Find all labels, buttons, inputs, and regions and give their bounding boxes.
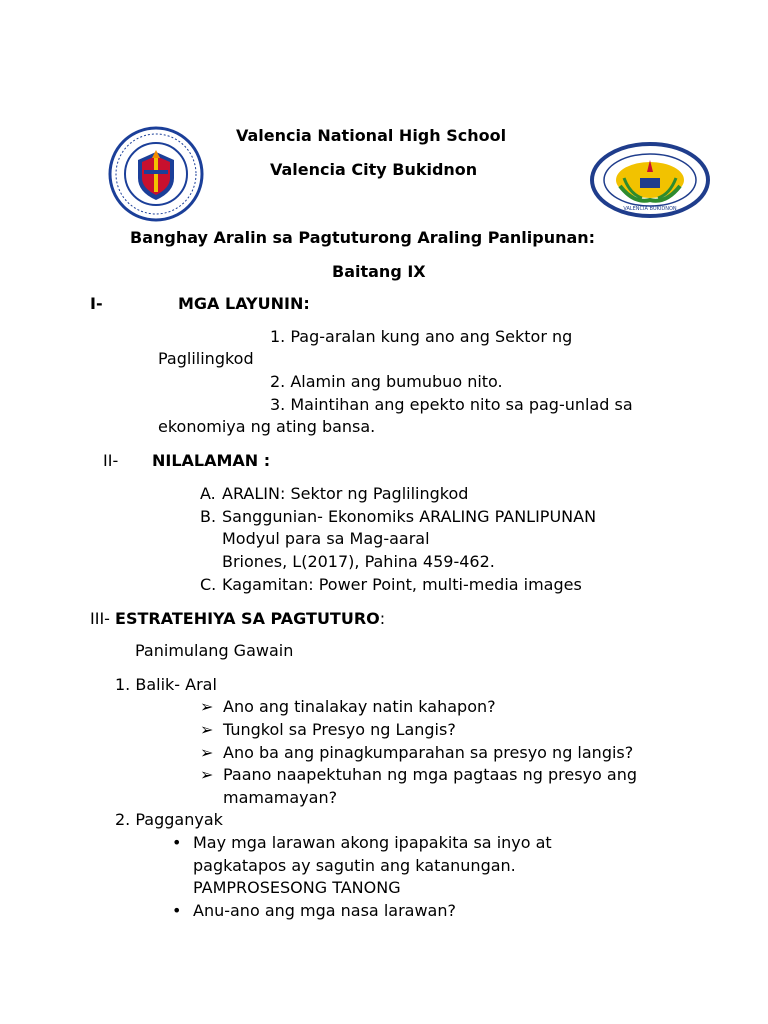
content-item-a: ARALIN: Sektor ng Paglilingkod [222,484,469,503]
objective-3-cont: ekonomiya ng ating bansa. [158,417,376,436]
processing-question-label: PAMPROSESONG TANONG [193,878,401,897]
lesson-plan-title: Banghay Aralin sa Pagtuturong Araling Panlipunan: [130,228,596,247]
review-question-2: Tungkol sa Presyo ng Langis? [223,720,456,739]
arrow-bullet-icon: ➢ [200,720,214,739]
school-name: Valencia National High School [236,126,507,145]
section-3-heading-line [90,609,385,629]
item-b-marker: B. [200,507,217,526]
school-location: Valencia City Bukidnon [270,160,478,179]
grade-level: Baitang IX [332,262,426,281]
section-1-numeral: I- [90,294,103,313]
review-question-4-cont: mamamayan? [223,788,338,807]
bullet-icon: • [172,901,182,920]
objective-3: 3. Maintihan ang epekto nito sa pag-unlad sa [270,395,633,414]
arrow-bullet-icon: ➢ [200,697,214,716]
content-item-c: Kagamitan: Power Point, multi-media images [222,575,582,594]
item-a-marker: A. [200,484,216,503]
content-item-b-line3: Briones, L(2017), Pahina 459-462. [222,552,495,571]
content-item-b-line2: Modyul para sa Mag-aaral [222,529,430,548]
item-c-marker: C. [200,575,217,594]
objective-2: 2. Alamin ang bumubuo nito. [270,372,503,391]
motivation-item-1: May mga larawan akong ipapakita sa inyo at [193,833,552,852]
step-1: 1. Balik- Aral [115,675,217,694]
section-2-heading: NILALAMAN : [152,451,271,470]
step-2: 2. Pagganyak [115,810,223,829]
deped-seal-icon [108,126,204,222]
section-3-heading: ESTRATEHIYA SA PAGTUTURO [115,609,380,628]
motivation-item-1-line2: pagkatapos ay sagutin ang katanungan. [193,856,516,875]
arrow-bullet-icon: ➢ [200,765,214,784]
motivation-item-2: Anu-ano ang mga nasa larawan? [193,901,456,920]
section-3-subheading: Panimulang Gawain [135,641,294,660]
review-question-3: Ano ba ang pinagkumparahan sa presyo ng langis? [223,743,634,762]
section-3-numeral: III- [90,609,110,628]
section-2-numeral: II- [103,451,119,470]
section-1-heading: MGA LAYUNIN: [178,294,310,313]
review-question-1: Ano ang tinalakay natin kahapon? [223,697,496,716]
objective-1: 1. Pag-aralan kung ano ang Sektor ng [270,327,573,346]
school-seal-icon [590,142,710,218]
seal-text: VALENCIA BUKIDNON [623,206,677,212]
content-item-b: Sanggunian- Ekonomiks ARALING PANLIPUNAN [222,507,597,526]
bullet-icon: • [172,833,182,852]
objective-1-cont: Paglilingkod [158,349,254,368]
arrow-bullet-icon: ➢ [200,743,214,762]
section-3-colon: : [379,609,386,628]
review-question-4: Paano naapektuhan ng mga pagtaas ng presyo ang [223,765,637,784]
